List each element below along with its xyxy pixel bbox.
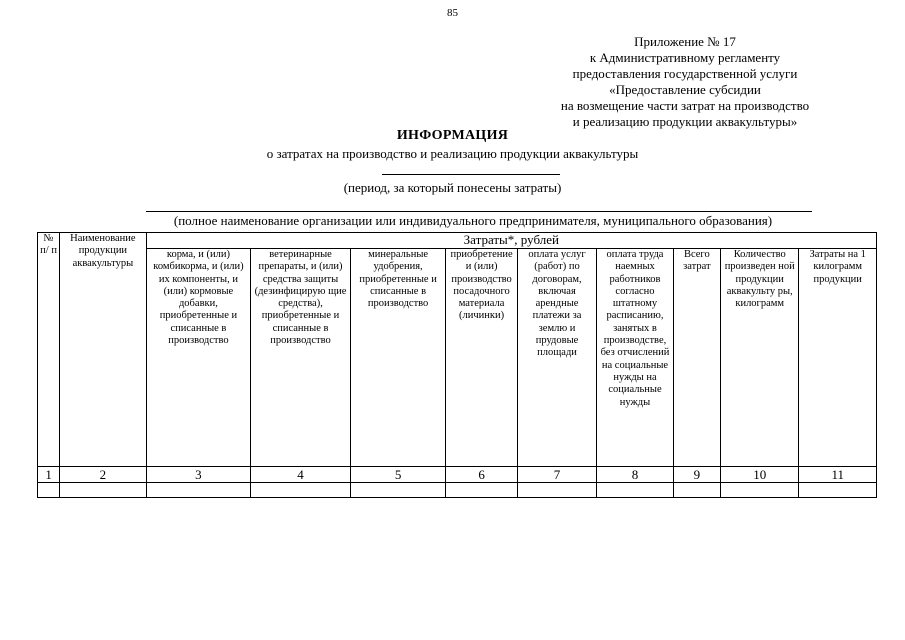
header-product: Наименование продукции аквакультуры <box>60 233 147 467</box>
document-title: ИНФОРМАЦИЯ <box>396 128 509 143</box>
period-blank-line <box>382 174 560 175</box>
org-caption: (полное наименование организации или индивидуального предпринимателя, муниципального образования) <box>173 213 773 228</box>
appendix-line: к Административному регламенту <box>589 50 781 65</box>
col-number: 4 <box>251 467 351 483</box>
col-number: 8 <box>597 467 673 483</box>
table-cell <box>720 483 798 498</box>
appendix-line: «Предоставление субсидии <box>609 82 761 97</box>
header-services: оплата услуг (работ) по договорам, включая арендные платежи за землю и прудовые площади <box>517 249 596 467</box>
period-caption: (период, за который понесены затраты) <box>343 180 562 195</box>
col-number: 2 <box>60 467 147 483</box>
header-num: № п/ п <box>38 233 60 467</box>
col-number: 1 <box>38 467 60 483</box>
table-row <box>38 483 877 498</box>
col-number: 6 <box>446 467 517 483</box>
appendix-line: Приложение № 17 <box>634 34 736 49</box>
header-seed: приобретение и (или) производство посадочного материала (личинки) <box>446 249 517 467</box>
col-number: 10 <box>720 467 798 483</box>
col-number: 3 <box>146 467 251 483</box>
appendix-header <box>530 34 840 130</box>
page-number: 85 <box>447 7 458 19</box>
appendix-line: на возмещение части затрат на производство <box>560 98 810 113</box>
table-cell <box>799 483 877 498</box>
table-cell <box>673 483 720 498</box>
table-cell <box>597 483 673 498</box>
header-labor: оплата труда наемных работников согласно штатному расписанию, занятых в производстве, без отчислений на социальные нужды на социальные нужды <box>597 249 673 467</box>
table-cell <box>350 483 446 498</box>
org-blank-line <box>146 211 812 212</box>
appendix-line: предоставления государственной услуги <box>572 66 798 81</box>
header-costs-group: Затраты*, рублей <box>146 233 876 249</box>
col-number: 11 <box>799 467 877 483</box>
document-subtitle: о затратах на производство и реализацию продукции аквакультуры <box>266 146 639 161</box>
table-cell <box>38 483 60 498</box>
col-number: 5 <box>350 467 446 483</box>
header-quantity: Количество произведен ной продукции аквакульту ры, килограмм <box>720 249 798 467</box>
header-vet: ветеринарные препараты, и (или) средства защиты (дезинфицирую щие средства), приобретенные и списанные в производство <box>251 249 351 467</box>
table-cell <box>251 483 351 498</box>
col-number: 7 <box>517 467 596 483</box>
table-cell <box>446 483 517 498</box>
col-number: 9 <box>673 467 720 483</box>
header-unit-cost: Затраты на 1 килограмм продукции <box>799 249 877 467</box>
table-cell <box>517 483 596 498</box>
header-fertilizer: минеральные удобрения, приобретенные и списанные в производство <box>350 249 446 467</box>
header-feed: корма, и (или) комбикорма, и (или) их компоненты, и (или) кормовые добавки, приобретенные и списанные в производство <box>146 249 251 467</box>
header-total: Всего затрат <box>673 249 720 467</box>
appendix-line: и реализацию продукции аквакультуры» <box>572 114 798 129</box>
table-cell <box>60 483 147 498</box>
table-cell <box>146 483 251 498</box>
costs-table <box>37 232 877 498</box>
